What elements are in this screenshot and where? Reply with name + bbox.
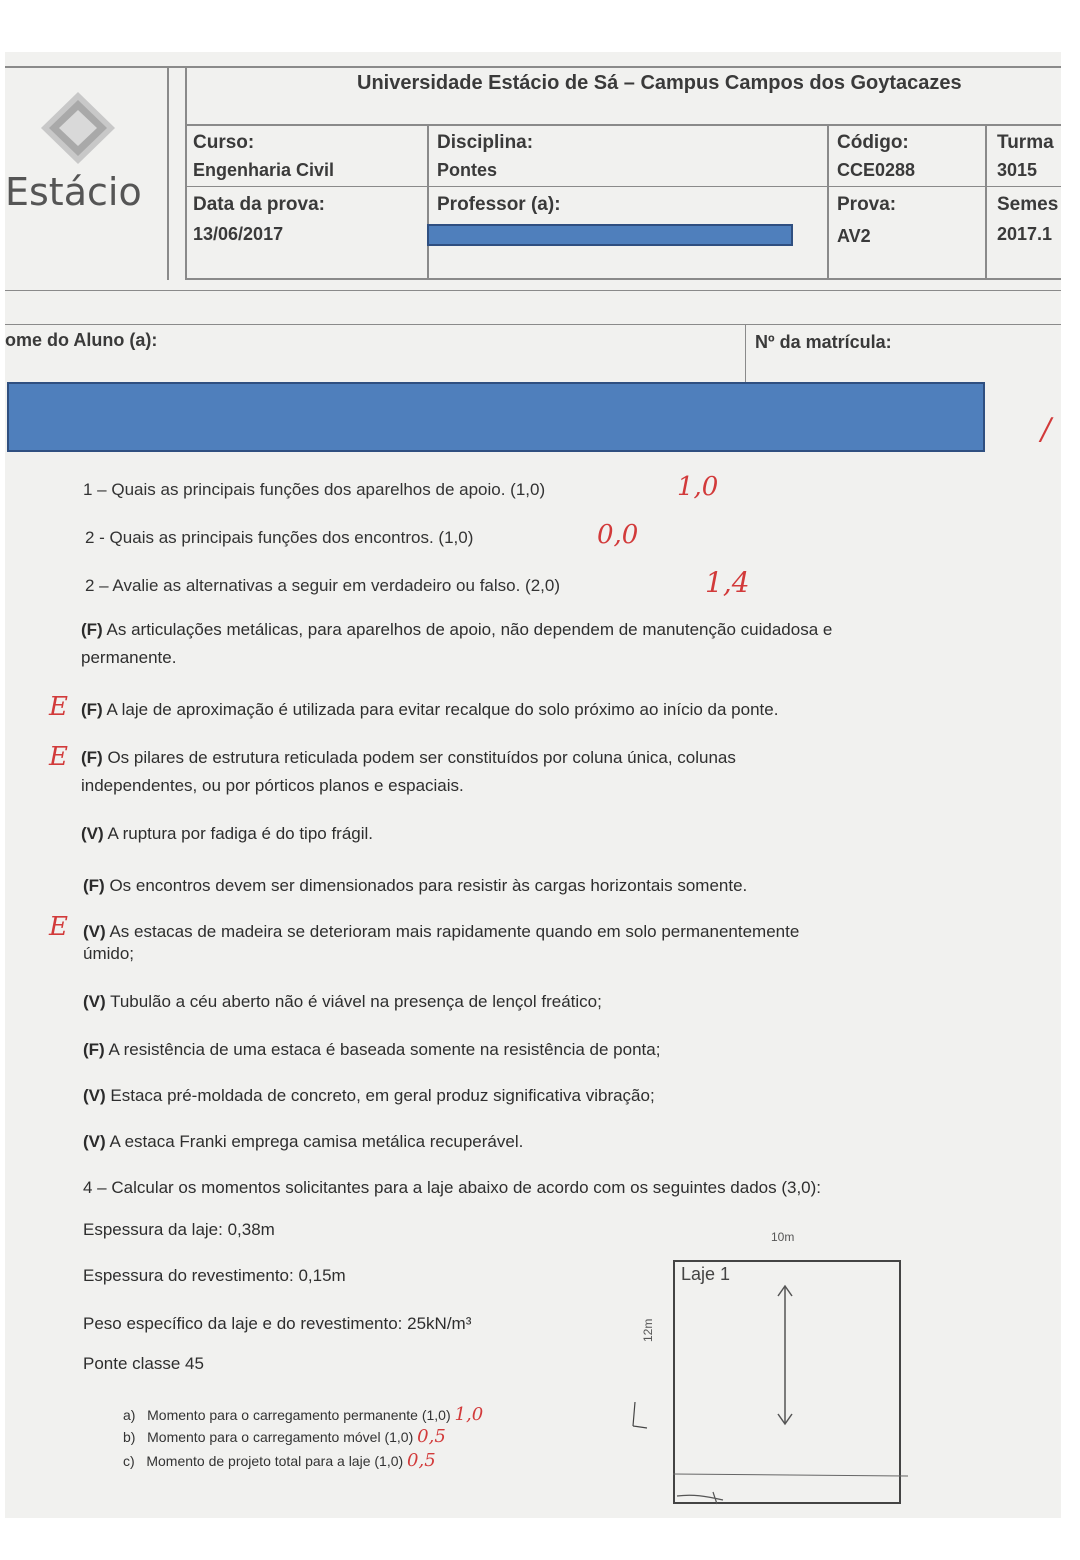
- tf-item-7: [83, 992, 602, 1012]
- semestre-label: Semes: [997, 194, 1059, 215]
- question-2-grade: 0,0: [597, 520, 639, 550]
- tf-item-1-cont: permanente.: [81, 648, 177, 667]
- col-divider-1: [427, 124, 429, 280]
- logo-text: Estácio: [5, 170, 142, 214]
- tf-item-4: [81, 824, 373, 844]
- question-1: 1 – Quais as principais funções dos aparelhos de apoio. (1,0): [83, 480, 546, 499]
- curso-value: Engenharia Civil: [193, 160, 335, 180]
- question-3-grade: 1,4: [705, 566, 750, 599]
- tf-item-6: [83, 922, 799, 942]
- pen-mark-icon: [625, 1398, 655, 1448]
- data-value: 13/06/2017: [193, 224, 284, 244]
- title-bottom-border: [185, 124, 1061, 126]
- tf-item-2: [81, 700, 778, 720]
- subitem-label: c): [123, 1453, 135, 1469]
- university-title: Universidade Estácio de Sá – Campus Campos dos Goytacazes: [357, 72, 962, 94]
- turma-value: 3015: [997, 160, 1038, 180]
- tf-text: Estaca pré-moldada de concreto, em geral produz significativa vibração;: [110, 1086, 655, 1105]
- tf-text: A resistência de uma estaca é baseada somente na resistência de ponta;: [108, 1040, 661, 1059]
- q4-data-4: Ponte classe 45: [83, 1354, 204, 1373]
- header-separator: [5, 290, 1061, 291]
- student-row-top: [5, 324, 1061, 325]
- turma-label: Turma: [997, 132, 1054, 153]
- matricula-divider: [745, 324, 746, 384]
- question-3: 2 – Avalie as alternativas a seguir em verdadeiro ou falso. (2,0): [85, 576, 561, 595]
- tf-item-2-margin: E: [49, 692, 68, 722]
- question-2: 2 - Quais as principais funções dos encontros. (1,0): [85, 528, 474, 547]
- tf-text: Os encontros devem ser dimensionados para resistir às cargas horizontais somente.: [109, 876, 748, 895]
- subitem-c: [123, 1450, 436, 1471]
- professor-redaction: [427, 224, 793, 246]
- tf-text: Os pilares de estrutura reticulada podem ser constituídos por coluna única, colunas: [107, 748, 736, 767]
- tf-item-6-margin: E: [49, 912, 68, 942]
- q4-data-2: Espessura do revestimento: 0,15m: [83, 1266, 346, 1285]
- subitem-text: Momento para o carregamento móvel (1,0): [147, 1429, 414, 1445]
- tf-mark: (V): [83, 1086, 106, 1105]
- col-divider-2: [827, 124, 829, 280]
- subitem-b: [123, 1426, 446, 1447]
- row-divider: [185, 186, 1061, 187]
- header-top-border: [5, 66, 1061, 68]
- student-name-label: ome do Aluno (a):: [5, 330, 158, 350]
- tf-mark: (V): [81, 824, 104, 843]
- estacio-logo-icon: [33, 92, 123, 178]
- subitem-text: Momento de projeto total para a laje (1,0): [146, 1453, 404, 1469]
- tf-mark: (F): [83, 876, 105, 895]
- logo-divider: [167, 66, 169, 280]
- question-4: 4 – Calcular os momentos solicitantes para a laje abaixo de acordo com os seguintes dados (3,0):: [83, 1178, 822, 1197]
- col-divider-3: [985, 124, 987, 280]
- tf-item-6-cont: úmido;: [83, 944, 135, 963]
- tf-item-1: [81, 620, 832, 640]
- slab-width-label: 10m: [771, 1230, 795, 1244]
- codigo-value: CCE0288: [837, 160, 916, 180]
- slab-height-label: 12m: [641, 1318, 655, 1342]
- subitem-grade: 0,5: [417, 1426, 446, 1447]
- tf-item-5: [83, 876, 747, 896]
- q4-data-3: Peso específico da laje e do revestimento: 25kN/m³: [83, 1314, 472, 1333]
- question-1-grade: 1,0: [677, 472, 719, 502]
- tf-mark: (F): [83, 1040, 105, 1059]
- tf-mark: (V): [83, 992, 106, 1011]
- tf-mark: (F): [81, 620, 103, 639]
- tf-text: A estaca Franki emprega camisa metálica recuperável.: [109, 1132, 524, 1151]
- pen-line-icon: [673, 1466, 913, 1506]
- span-arrow-icon: [765, 1280, 805, 1430]
- tf-mark: (V): [83, 1132, 106, 1151]
- semestre-value: 2017.1: [997, 224, 1053, 244]
- subitem-grade: 0,5: [407, 1450, 436, 1471]
- prova-label: Prova:: [837, 194, 897, 215]
- data-label: Data da prova:: [193, 194, 325, 215]
- subitem-label: b): [123, 1429, 136, 1445]
- tf-item-8: [83, 1040, 660, 1060]
- matricula-label: Nº da matrícula:: [755, 332, 892, 352]
- tf-mark: (F): [81, 700, 103, 719]
- tf-text: A laje de aproximação é utilizada para evitar recalque do solo próximo ao início da ponte.: [106, 700, 779, 719]
- tf-text: As articulações metálicas, para aparelhos de apoio, não dependem de manutenção cuidadosa e: [106, 620, 833, 639]
- student-name-redaction: [7, 382, 985, 452]
- professor-label: Professor (a):: [437, 194, 561, 215]
- exam-sheet: [5, 52, 1061, 1518]
- margin-stroke: /: [1041, 412, 1052, 447]
- prova-value: AV2: [837, 226, 871, 246]
- tf-mark: (V): [83, 922, 106, 941]
- tf-item-10: [83, 1132, 523, 1152]
- slab-label: Laje 1: [681, 1264, 731, 1284]
- disciplina-label: Disciplina:: [437, 132, 534, 153]
- tf-text: As estacas de madeira se deterioram mais rapidamente quando em solo permanentemente: [109, 922, 800, 941]
- subitem-label: a): [123, 1407, 136, 1423]
- table-left-border: [185, 66, 187, 280]
- tf-item-3-cont: independentes, ou por pórticos planos e espaciais.: [81, 776, 464, 795]
- codigo-label: Código:: [837, 132, 909, 153]
- subitem-grade: 1,0: [454, 1404, 484, 1425]
- tf-mark: (F): [81, 748, 103, 767]
- tf-text: Tubulão a céu aberto não é viável na presença de lençol freático;: [110, 992, 602, 1011]
- tf-item-3: [81, 748, 736, 768]
- tf-text: A ruptura por fadiga é do tipo frágil.: [107, 824, 374, 843]
- disciplina-value: Pontes: [437, 160, 498, 180]
- q4-data-1: Espessura da laje: 0,38m: [83, 1220, 275, 1239]
- tf-item-3-margin: E: [49, 742, 68, 772]
- curso-label: Curso:: [193, 132, 255, 153]
- table-bottom-border: [185, 278, 1061, 280]
- tf-item-9: [83, 1086, 655, 1106]
- subitem-text: Momento para o carregamento permanente (1,0): [147, 1407, 451, 1423]
- subitem-a: [123, 1404, 483, 1425]
